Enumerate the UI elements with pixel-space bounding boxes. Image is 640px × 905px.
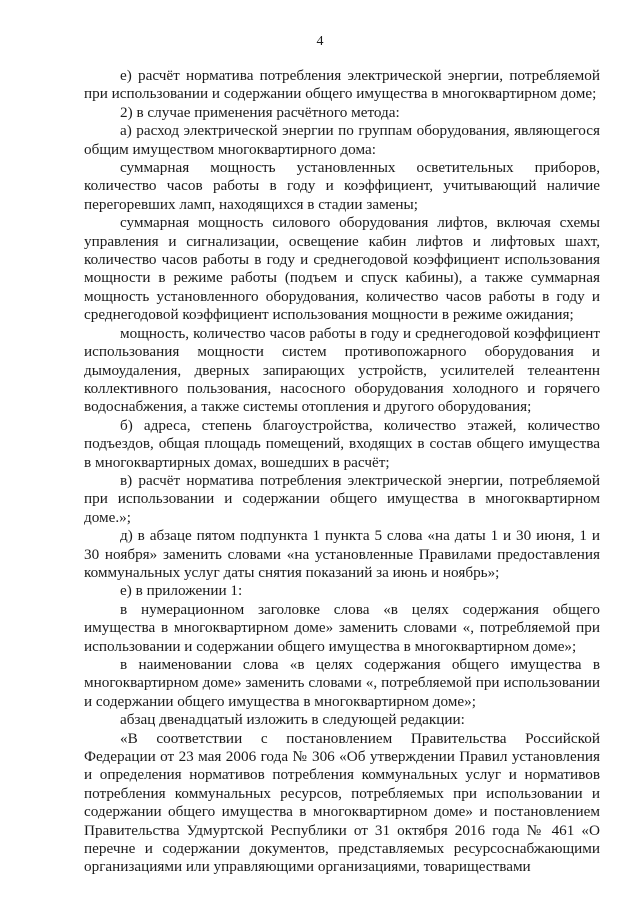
paragraph-e-appendix: е) в приложении 1: [120, 582, 243, 600]
paragraph-b-addresses: б) адреса, степень благоустройства, количество этажей, количество подъездов, общая площадь помещений, входящих в состав общего имущества в многоквартирных домах, вошедших в расчёт; [84, 416, 600, 471]
paragraph-a-energy-consumption: а) расход электрической энергии по группам оборудования, являющегося общим имуществом многоквартирного дома: [84, 122, 600, 158]
paragraph-fire-systems-power: мощность, количество часов работы в году и среднегодовой коэффициент использования мощности систем противопожарного оборудования и дымоудаления, дверных запирающих устройств, усилителей телеантенн коллективного пользования, насосного оборудования холодного и горячего водоснабжения, а также системы отопления и другого оборудования; [84, 324, 600, 416]
paragraph-e-calculation: е) расчёт норматива потребления электрической энергии, потребляемой при использовании и содержании общего имущества в многоквартирном доме; [84, 67, 600, 103]
paragraph-elevator-power: суммарная мощность силового оборудования лифтов, включая схемы управления и сигнализации, освещение кабин лифтов и лифтовых шахт, количество часов работы в году и среднегодовой коэффициент использования мощности в режиме работы (подъем и спуск кабины), а также суммарная мощность установленного оборудования, количество часов работы в году и среднегодовой коэффициент использования мощности в режиме ожидания; [84, 214, 600, 324]
document-body [84, 67, 600, 877]
paragraph-title-replacement: в наименовании слова «в целях содержания общего имущества в многоквартирном доме» заменить словами «, потребляемой при использовании и содержании общего имущества в многоквартирном доме»; [84, 656, 600, 710]
paragraph-lighting-power: суммарная мощность установленных осветительных приборов, количество часов работы в году и коэффициент, учитывающий наличие перегоревших ламп, находящихся в стадии замены; [84, 159, 600, 213]
paragraph-numbering-heading: в нумерационном заголовке слова «в целях содержания общего имущества в многоквартирном доме» заменить словами «, потребляемой при использовании и содержании общего имущества в многоквартирном доме»; [84, 600, 600, 655]
paragraph-quoted-text: «В соответствии с постановлением Правительства Российской Федерации от 23 мая 2006 года № 306 «Об утверждении Правил установления и определения нормативов потребления коммунальных услуг и нормативов потребления коммунальных ресурсов, потребляемых при использовании и содержании общего имущества в многоквартирном доме» и постановлением Правительства Удмуртской Республики от 31 октября 2016 года № 461 «О перечне и содержании документов, представляемых ресурсоснабжающими организациями или управляющими организациями, товариществами [84, 729, 600, 876]
paragraph-2-calculation-method: 2) в случае применения расчётного метода: [120, 103, 400, 121]
paragraph-d-amendment: д) в абзаце пятом подпункта 1 пункта 5 слова «на даты 1 и 30 июня, 1 и 30 ноября» заменить словами «на установленные Правилами предоставления коммунальных услуг даты снятия показаний за июнь и ноябрь»; [84, 527, 600, 581]
paragraph-v-calculation: в) расчёт норматива потребления электрической энергии, потребляемой при использовании и содержании общего имущества в многоквартирном доме.»; [84, 471, 600, 526]
page-number: 4 [316, 34, 324, 49]
paragraph-twelfth-paragraph: абзац двенадцатый изложить в следующей редакции: [120, 711, 465, 729]
